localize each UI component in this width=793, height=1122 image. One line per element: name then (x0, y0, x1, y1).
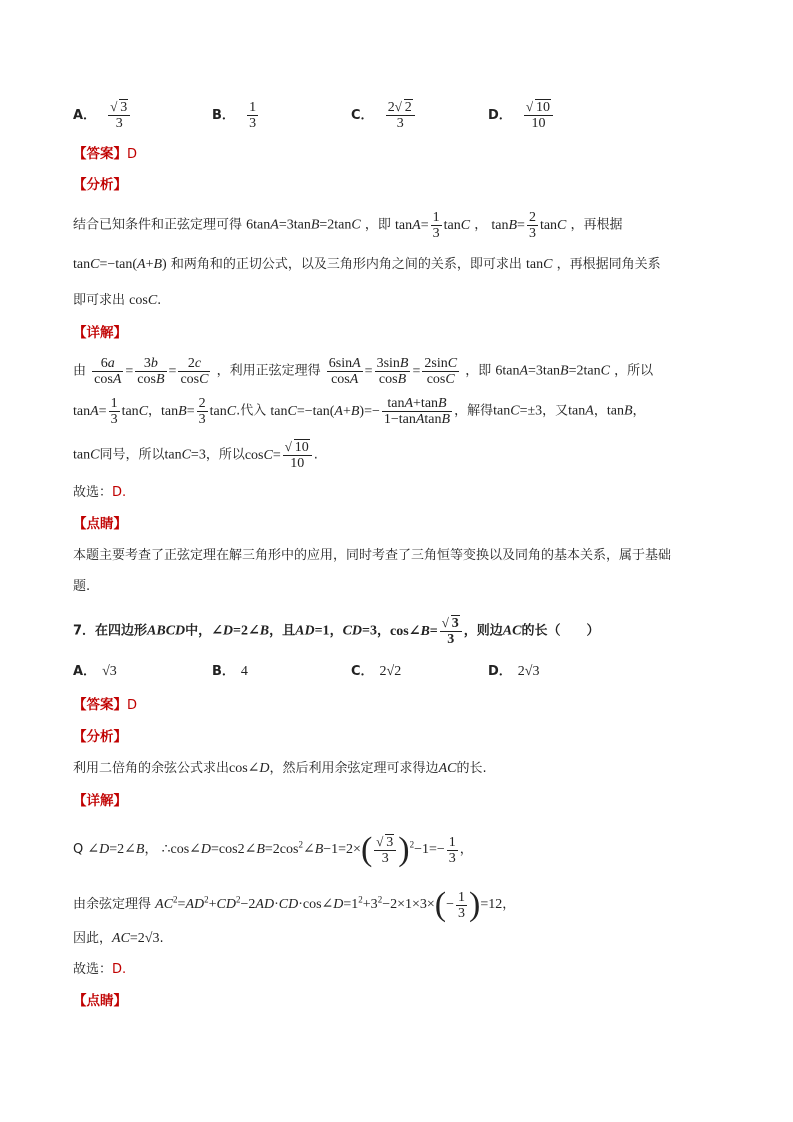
q7-detail-line2: 由余弦定理得 $AC^2=AD^2+CD^2-2AD\cdot CD\cdot\cos\angle D=1^2+3^2-2\times 1\times 3\times(-$ $\frac{1}{3}$ )=12， (73, 886, 516, 923)
q6-detail-line2: tanA= $\frac{1}{3}$ tanC，tanB= $\frac{2}{3}$ tanC.代入 tanC=−tan(A+B)=− $\frac{\tan A+\tan B}{\text{1−tanAtanB}}$ ，解得tanC=±3，又tanA，tanB， (73, 396, 646, 427)
q7-option-d[interactable]: D． 2√3 (488, 664, 540, 679)
q6-detail-tag: 【详解】 (73, 325, 127, 341)
q6-option-a[interactable]: A． √ $\frac{3}{3}$ (73, 100, 132, 131)
q7-stem: 7．在四边形ABCD中，∠D=2∠B，且AD=1，CD=3，cos∠B= √ $\frac{3}{3}$ ，则边AC的长（ ） (73, 616, 733, 647)
q6-detail-line3: tanC同号，所以tanC=3，所以cosC= √ $\frac{10}{10}$ . (73, 440, 733, 471)
q7-comment-tag: 【点睛】 (73, 993, 127, 1009)
q6-analysis-line1: 结合已知条件和正弦定理可得 6tanA=3tanB=2tanC ，即 tanA= $\frac{1}{3}$ tanC ， tanB= $\frac{2}{3}$ tanC ，再根据 (73, 210, 623, 241)
q7-choose: 故选：D. (73, 962, 127, 977)
q6-detail-line1: 由 $\frac{6a}{\cos A}$ = $\frac{3b}{\cos B}$ = $\frac{2c}{\cos C}$ ，利用正弦定理得 $\frac{6\sin A}{\cos A}$ = $\frac{3\sin B}{\cos B}$ = $\frac{2\sin C}{\cos C}$ ，即 6tanA=3tanB=2tanC ，所以 (73, 356, 654, 387)
q7-detail-line3: 因此，AC=2√3. (73, 931, 164, 946)
q7-option-b[interactable]: B． 4 (212, 664, 248, 679)
q7-analysis-tag: 【分析】 (73, 729, 127, 745)
q6-option-b[interactable]: B． $\frac{1}{3}$ (212, 100, 257, 131)
q6-comment-line2: 题. (73, 579, 91, 594)
option-label: A． (73, 108, 97, 123)
q6-analysis-line3: 即可求出 cosC. (73, 293, 162, 308)
q6-analysis-tag: 【分析】 (73, 177, 127, 193)
q7-analysis-line: 利用二倍角的余弦公式求出cos∠D，然后利用余弦定理可求得边AC的长. (73, 761, 487, 776)
option-label: C． (351, 108, 374, 123)
q7-detail-tag: 【详解】 (73, 793, 127, 809)
q6-option-d[interactable]: D． √ $\frac{10}{10}$ (488, 100, 555, 131)
q6-comment-line1: 本题主要考查了正弦定理在解三角形中的应用，同时考查了三角恒等变换以及同角的基本关系，属于基础 (73, 548, 672, 563)
q6-comment-tag: 【点睛】 (73, 516, 127, 532)
q6-choose: 故选：D. (73, 485, 127, 500)
option-label: D． (488, 108, 512, 123)
q6-analysis-line2: tanC=−tan(A+B) 和两角和的正切公式，以及三角形内角之间的关系，即可求出 tanC ，再根据同角关系 (73, 257, 661, 272)
q7-answer: 【答案】D (73, 697, 138, 713)
q6-answer: 【答案】D (73, 146, 138, 162)
q7-option-a[interactable]: A． √3 (73, 664, 117, 679)
q7-detail-line1: Q ∠D=2∠B， $\therefore\cos\angle D=\cos 2\angle B=2\cos^2\angle B-1=2\times$( √ $\frac{3}{3}$ )$^2$−1=− $\frac{1}{3}$ ， (73, 833, 733, 867)
option-label: B． (212, 108, 235, 123)
q7-option-c[interactable]: C． 2√2 (351, 664, 402, 679)
q6-option-c[interactable]: C． $\frac{2√ 2}{3}$ (351, 100, 417, 131)
